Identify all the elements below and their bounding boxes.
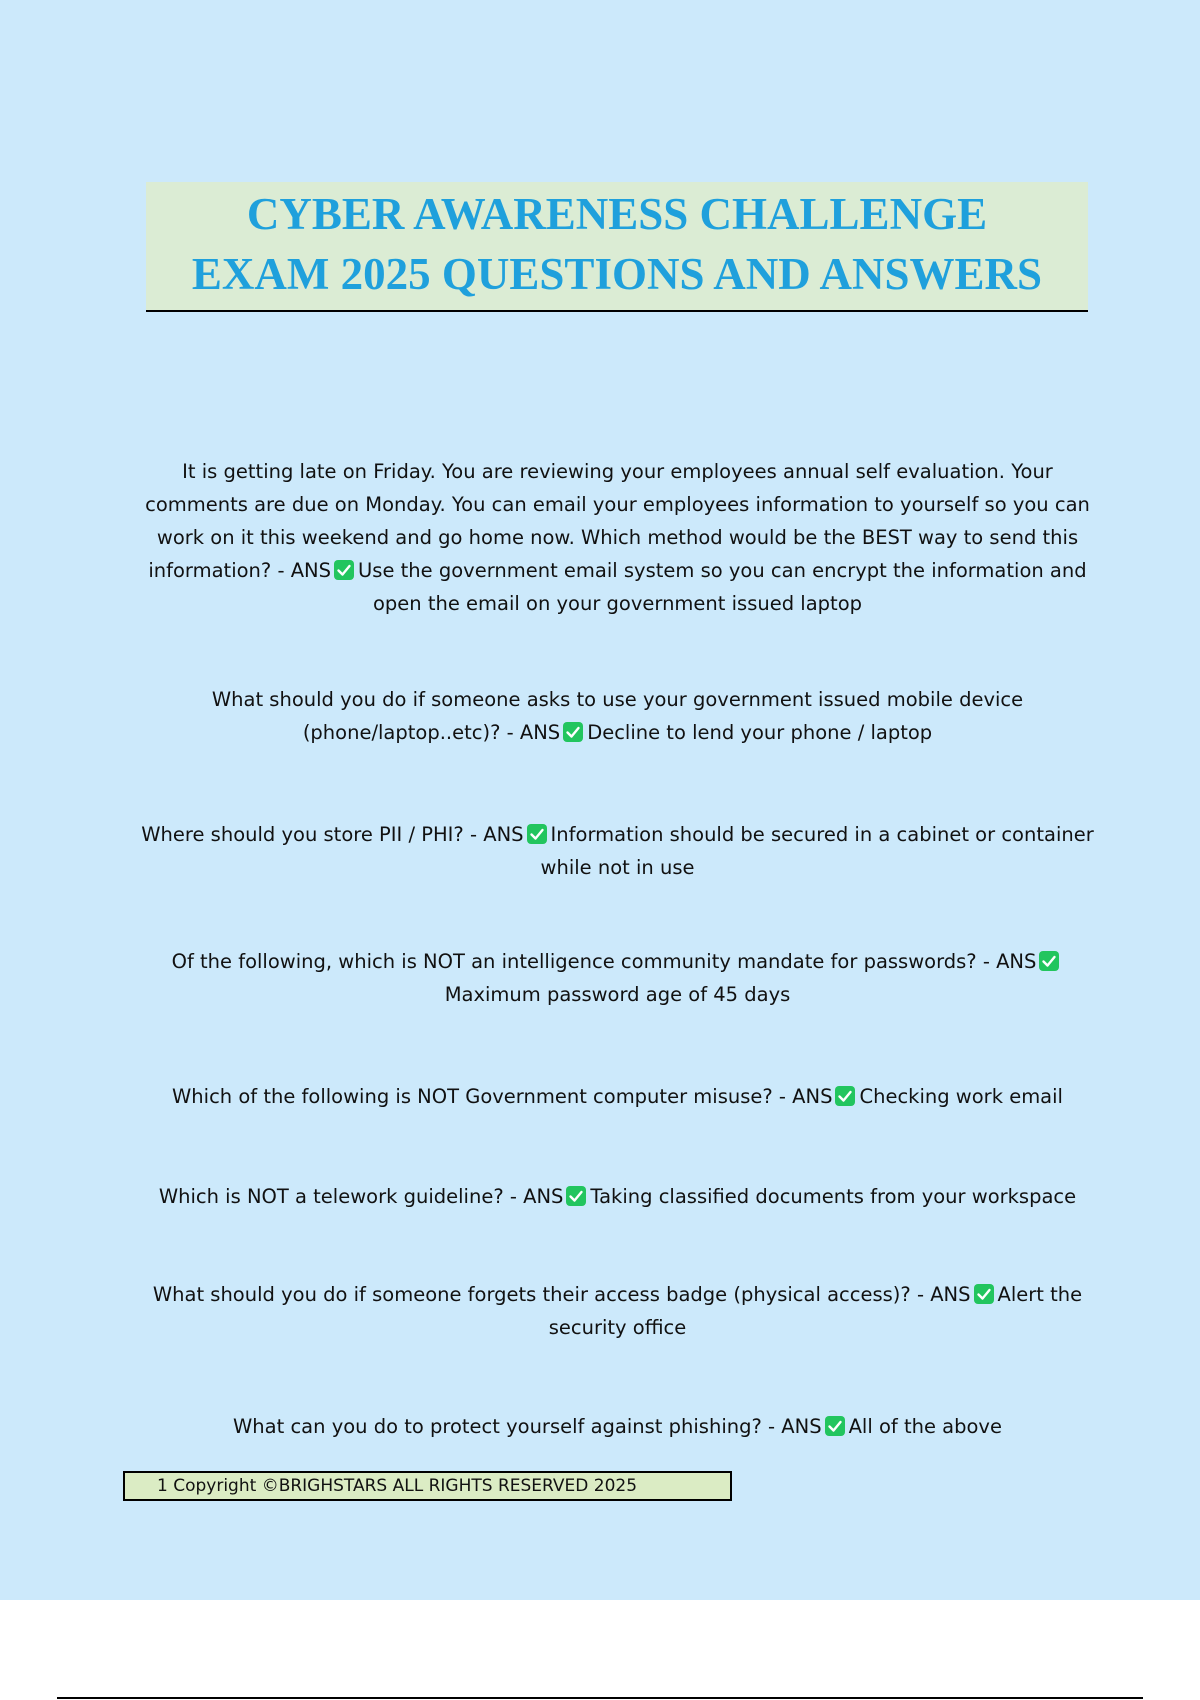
answer-text: Maximum password age of 45 days [444, 983, 791, 1006]
answer-marker: - ANS [470, 823, 524, 846]
qa-item-5 [140, 1080, 1095, 1113]
answer-marker: - ANS [768, 1415, 822, 1438]
question-text: What should you do if someone forgets their access badge (physical access)? [152, 1283, 911, 1306]
question-text: It is getting late on Friday. You are reviewing your employees annual self evaluation. Your comments are due on Monday. You can email your employees information to yourself so you can work on it this weekend and go home now. Which method would be the BEST way to send this information? [145, 460, 1090, 582]
title-banner [146, 182, 1088, 312]
check-mark-icon [1039, 951, 1059, 971]
question-text: Which is NOT a telework guideline? [158, 1185, 504, 1208]
answer-marker: - ANS [982, 950, 1037, 973]
question-text: What should you do if someone asks to use your government issued mobile device (phone/laptop..etc)? [211, 688, 1024, 744]
check-mark-icon [527, 824, 547, 844]
answer-text: Checking work email [859, 1085, 1063, 1108]
title-line-2: EXAM 2025 QUESTIONS AND ANSWERS [191, 249, 1043, 299]
qa-item-1 [140, 455, 1095, 620]
answer-marker: - ANS [778, 1085, 833, 1108]
title-line-1: CYBER AWARENESS CHALLENGE [246, 189, 988, 239]
answer-text: Decline to lend your phone / laptop [587, 721, 933, 744]
check-mark-icon [334, 560, 354, 580]
check-mark-icon [563, 722, 583, 742]
answer-text: Alert the security office [548, 1283, 1083, 1339]
answer-text: Information should be secured in a cabinet or container while not in use [540, 823, 1094, 879]
bottom-divider [57, 1697, 1143, 1699]
answer-text: All of the above [848, 1415, 1002, 1438]
check-mark-icon [825, 1416, 845, 1436]
question-text: Where should you store PII / PHI? [141, 823, 464, 846]
qa-item-7 [140, 1278, 1095, 1344]
check-mark-icon [974, 1284, 994, 1304]
qa-item-6 [140, 1180, 1095, 1213]
qa-item-4 [140, 945, 1095, 1011]
question-text: Which of the following is NOT Government computer misuse? [172, 1085, 773, 1108]
question-text: Of the following, which is NOT an intelligence community mandate for passwords? [171, 950, 977, 973]
answer-text: Taking classified documents from your workspace [590, 1185, 1077, 1208]
answer-marker: - ANS [509, 1185, 564, 1208]
qa-item-2 [140, 683, 1095, 749]
check-mark-icon [835, 1086, 855, 1106]
copyright-footer: 1 Copyright ©BRIGHSTARS ALL RIGHTS RESERVED 2025 [123, 1471, 732, 1501]
qa-item-3 [140, 818, 1095, 884]
answer-marker: - ANS [916, 1283, 971, 1306]
check-mark-icon [566, 1186, 586, 1206]
answer-marker: - ANS [277, 559, 332, 582]
question-text: What can you do to protect yourself against phishing? [233, 1415, 762, 1438]
answer-text: Use the government email system so you can encrypt the information and open the email on your government issued laptop [358, 559, 1087, 615]
answer-marker: - ANS [506, 721, 561, 744]
qa-item-8 [140, 1410, 1095, 1443]
